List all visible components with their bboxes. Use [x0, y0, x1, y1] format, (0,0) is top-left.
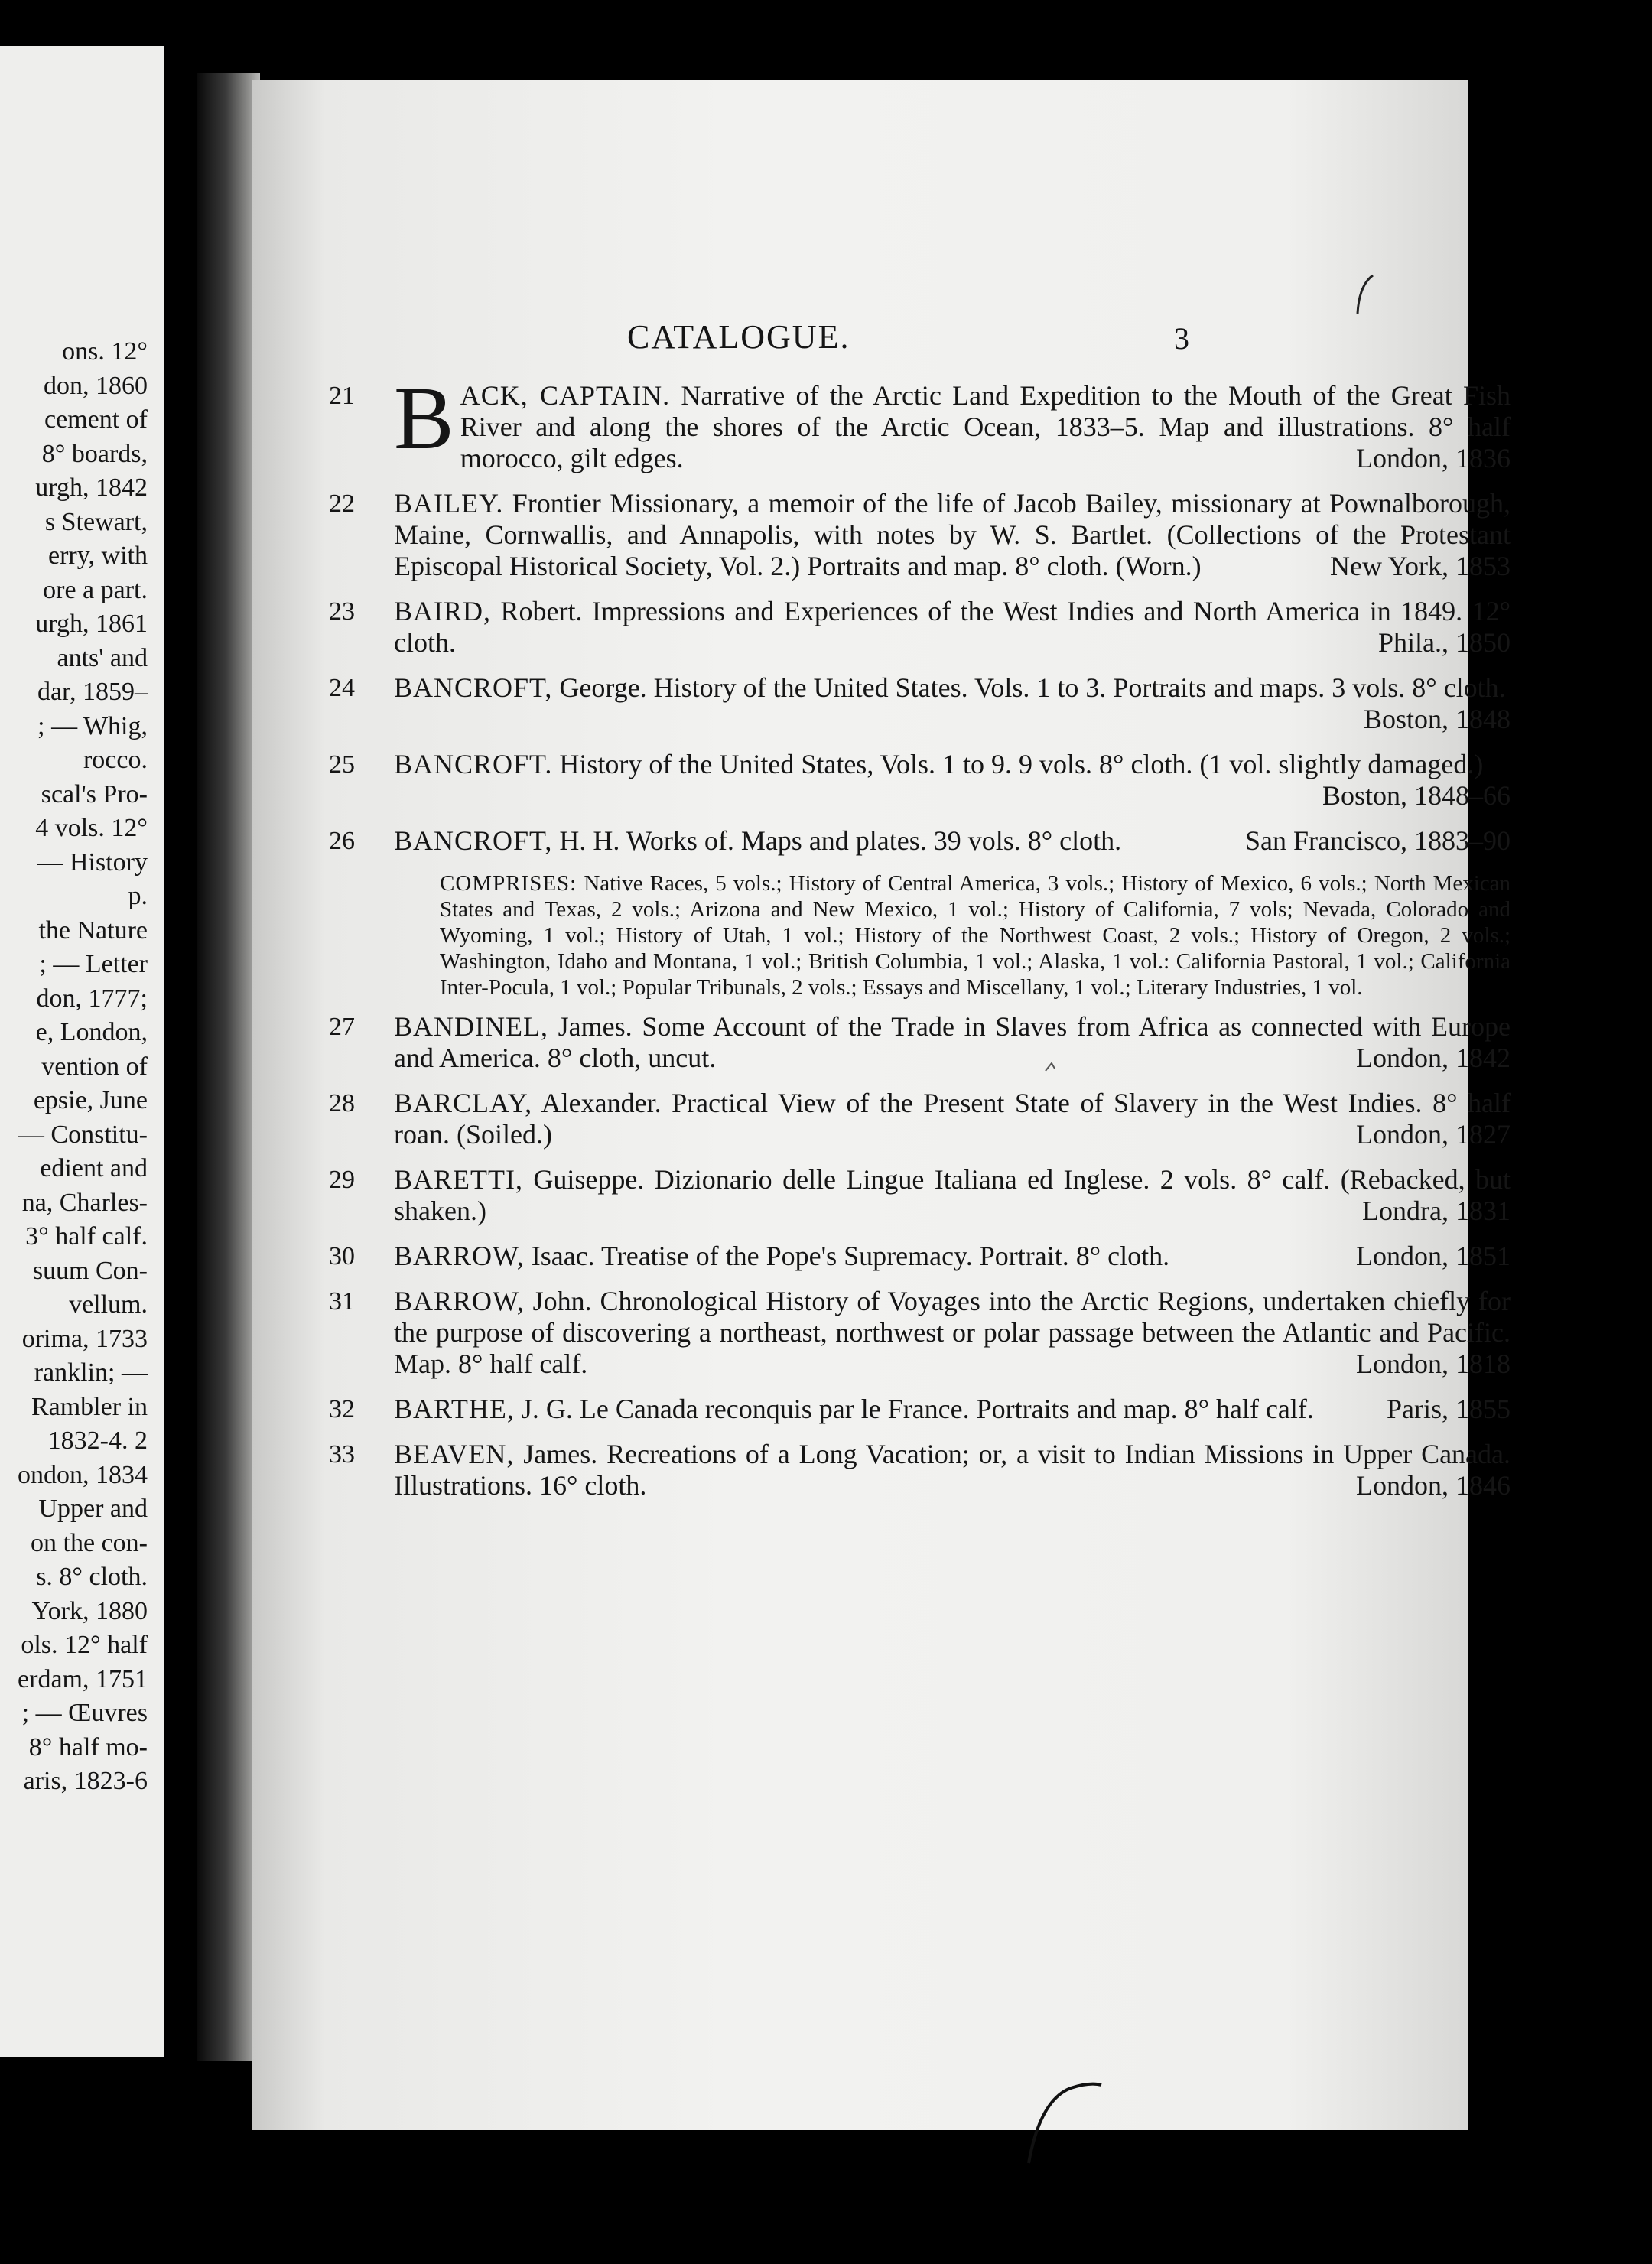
entry-text	[394, 1241, 1511, 1272]
facing-page-line: suum Con-	[32, 1256, 148, 1285]
entry-imprint: Londra, 1831	[1362, 1195, 1511, 1226]
entry-number: 32	[329, 1395, 355, 1423]
entry-author: BARCLAY,	[394, 1088, 533, 1118]
facing-page-line: p.	[128, 882, 148, 910]
facing-page-line: scal's Pro-	[41, 779, 148, 808]
facing-page-line: e, London,	[35, 1018, 148, 1046]
entry-author: BANCROFT.	[394, 749, 553, 779]
facing-page-line: York, 1880	[31, 1596, 148, 1625]
facing-page-line: 4 vols. 12°	[35, 814, 148, 842]
facing-page-line: ; — Œuvres	[21, 1699, 148, 1727]
entry-description: Recreations of a Long Vacation; or, a visit to Indian Missions in Upper Canada. Illustrations. 16° cloth.	[394, 1439, 1511, 1501]
facing-page-line: erdam, 1751	[18, 1664, 148, 1693]
entry-author-name: Robert.	[500, 596, 583, 626]
facing-page-line: ants' and	[57, 643, 148, 672]
entry-description: Narrative of the Arctic Land Expedition to the Mouth of the Great Fish River and along the shores of the Arctic Ocean, 1833–5. Map and illustrations. 8° half morocco, gilt edges.	[460, 380, 1511, 473]
entry-description: Practical View of the Present State of Slavery in the West Indies. 8° half roan. (Soiled.)	[394, 1088, 1511, 1150]
entry-author: BAILEY.	[394, 488, 504, 519]
entry-author-name: John.	[532, 1286, 592, 1316]
entry-description: History of the United States, Vols. 1 to 9. 9 vols. 8° cloth. (1 vol. slightly damaged.)	[559, 749, 1484, 779]
pencil-stroke-top	[1350, 272, 1380, 317]
facing-page-line: vention of	[41, 1052, 148, 1081]
entry-text	[394, 1394, 1511, 1425]
catalogue-entry	[329, 368, 1511, 474]
facing-page-line: ; — Whig,	[37, 711, 148, 740]
entry-imprint: San Francisco, 1883–90	[1245, 825, 1511, 856]
entry-text	[394, 1439, 1511, 1501]
entry-author-name: J. G.	[521, 1394, 573, 1424]
facing-page-line: urgh, 1842	[35, 473, 148, 502]
entry-number: 25	[329, 750, 355, 779]
entry-text	[394, 368, 1511, 474]
catalogue-entry	[329, 1241, 1511, 1272]
catalogue-entry	[329, 749, 1511, 812]
entry-author-name: Alexander.	[541, 1088, 662, 1118]
facing-page-line: — Constitu-	[18, 1120, 148, 1149]
facing-page-line: — History	[37, 847, 148, 877]
facing-page-line: on the con-	[31, 1528, 148, 1557]
entry-imprint: London, 1818	[1356, 1348, 1511, 1379]
catalogue-entry	[329, 1164, 1511, 1227]
facing-page-line: urgh, 1861	[35, 610, 148, 638]
catalogue-entries	[329, 368, 1511, 1515]
facing-page-line: 1832-4. 2	[47, 1426, 148, 1455]
facing-page-line: aris, 1823-6	[23, 1767, 148, 1795]
catalogue-entry	[329, 1286, 1511, 1380]
facing-page-line: rocco.	[83, 746, 148, 774]
entry-author: ACK, CAPTAIN.	[460, 380, 671, 411]
page-number: 3	[1174, 321, 1189, 356]
entry-author-name: George.	[559, 672, 647, 703]
facing-page-line: don, 1860	[44, 371, 148, 400]
entry-imprint: Phila., 1850	[1377, 627, 1511, 658]
entry-number: 26	[329, 827, 355, 855]
facing-page-line: ons. 12°	[62, 337, 148, 366]
entry-author: BANDINEL,	[394, 1011, 548, 1042]
facing-page-line: 8° boards,	[41, 439, 148, 468]
entry-text	[394, 1011, 1511, 1074]
catalogue-page	[252, 80, 1511, 2130]
entry-author: BARETTI,	[394, 1164, 523, 1195]
entry-text	[394, 596, 1511, 659]
entry-number: 28	[329, 1089, 355, 1117]
entry-imprint: Boston, 1848–66	[1322, 780, 1511, 811]
facing-page-line: 8° half mo-	[28, 1732, 148, 1761]
entry-text	[394, 749, 1511, 812]
entry-text	[394, 672, 1511, 735]
entry-description: Impressions and Experiences of the West Indies and North America in 1849. 12° cloth.	[394, 596, 1511, 658]
entry-author-name: James.	[523, 1439, 598, 1469]
facing-page-fragment	[0, 46, 164, 2057]
entry-number: 24	[329, 674, 355, 702]
entry-author: BEAVEN,	[394, 1439, 515, 1469]
catalogue-entry	[329, 1011, 1511, 1074]
facing-page-line: ore a part.	[43, 575, 148, 604]
facing-page-line: dar, 1859–	[37, 678, 148, 706]
entry-number: 21	[329, 382, 355, 410]
facing-page-line: orima, 1733	[21, 1324, 148, 1353]
entry-author: BAIRD,	[394, 596, 492, 626]
catalogue-entry	[329, 488, 1511, 582]
entry-description: Some Account of the Trade in Slaves from Africa as connected with Europe and America. 8° cloth, uncut.	[394, 1011, 1511, 1073]
entry-number: 23	[329, 597, 355, 626]
page-title: CATALOGUE.	[627, 318, 850, 356]
entry-imprint: London, 1842	[1356, 1043, 1511, 1073]
entry-contents-note	[440, 870, 1511, 1000]
book-gutter	[197, 73, 260, 2061]
entry-author-name: Isaac.	[531, 1241, 595, 1271]
facing-page-line: ols. 12° half	[21, 1631, 148, 1659]
entry-description: Chronological History of Voyages into the Arctic Regions, undertaken chiefly for the purpose of discovering a northeast, northwest or polar passage between the Atlantic and Pacific. Map. 8° half calf.	[394, 1286, 1511, 1379]
facing-page-line: 3° half calf.	[25, 1222, 148, 1251]
facing-page-line: s. 8° cloth.	[36, 1563, 148, 1591]
facing-page-line: vellum.	[69, 1290, 148, 1319]
entry-number: 31	[329, 1287, 355, 1316]
entry-number: 33	[329, 1440, 355, 1469]
entry-author: BARTHE,	[394, 1394, 515, 1424]
running-head	[252, 317, 1468, 363]
entry-description: History of the United States. Vols. 1 to 3. Portraits and maps. 3 vols. 8° cloth.	[653, 672, 1506, 703]
pencil-stroke	[1025, 2073, 1109, 2165]
facing-page-line: na, Charles-	[21, 1188, 148, 1217]
catalogue-entry	[329, 825, 1511, 857]
entry-text	[394, 1286, 1511, 1380]
facing-page-line: edient and	[40, 1154, 148, 1182]
entry-description: Works of. Maps and plates. 39 vols. 8° cloth.	[626, 825, 1122, 856]
contents-label: COMPRISES:	[440, 871, 577, 896]
entry-author: BANCROFT,	[394, 825, 553, 856]
entry-author-name: James.	[558, 1011, 633, 1042]
catalogue-entry	[329, 672, 1511, 735]
facing-page-line: epsie, June	[33, 1086, 148, 1114]
entry-author: BANCROFT,	[394, 672, 553, 703]
catalogue-entry	[329, 1394, 1511, 1425]
entry-author: BARROW,	[394, 1286, 525, 1316]
entry-number: 29	[329, 1166, 355, 1194]
facing-page-line: s Stewart,	[44, 507, 148, 536]
drop-cap: B	[394, 368, 454, 468]
facing-page-line: cement of	[44, 405, 148, 434]
entry-text	[394, 825, 1511, 857]
facing-page-line: ondon, 1834	[18, 1460, 148, 1489]
entry-author-name: Guiseppe.	[533, 1164, 645, 1195]
entry-imprint: Paris, 1855	[1387, 1394, 1511, 1424]
entry-text	[394, 1088, 1511, 1150]
facing-page-line: ; — Letter	[39, 950, 148, 978]
facing-page-line: erry, with	[48, 542, 148, 570]
entry-number: 30	[329, 1242, 355, 1270]
entry-text	[394, 488, 1511, 582]
entry-imprint: London, 1851	[1356, 1241, 1511, 1271]
entry-author-name: H. H.	[559, 825, 620, 856]
catalogue-entry	[329, 1088, 1511, 1150]
facing-page-line: ranklin; —	[34, 1358, 148, 1387]
entry-author: BARROW,	[394, 1241, 525, 1271]
entry-description: Frontier Missionary, a memoir of the life of Jacob Bailey, missionary at Pownalborough, Maine, Cornwallis, and Annapolis, with notes by W. S. Bartlet. (Collections of the Protestant Episcopal Historical Society, Vol. 2.) Portraits and map. 8° cloth. (Worn.)	[394, 488, 1511, 581]
entry-description: Treatise of the Pope's Supremacy. Portrait. 8° cloth.	[601, 1241, 1170, 1271]
pencil-mark	[1044, 1059, 1067, 1075]
contents-text: Native Races, 5 vols.; History of Central America, 3 vols.; History of Mexico, 6 vols.; North Mexican States and Texas, 2 vols.; Arizona and New Mexico, 1 vol.; History of California, 7 vols; Nevada, Colorado and Wyoming, 1 vol.; History of Utah, 1 vol.; History of the Northwest Coast, 2 vols.; History of Oregon, 2 vols.; Washington, Idaho and Montana, 1 vol.; British Columbia, 1 vol.; Alaska, 1 vol.: California Pastoral, 1 vol.; California Inter-Pocula, 1 vol.; Popular Tribunals, 2 vols.; Essays and Miscellany, 1 vol.; Literary Industries, 1 vol.	[440, 871, 1511, 1000]
entry-imprint: London, 1846	[1356, 1470, 1511, 1501]
facing-page-line: Rambler in	[31, 1392, 148, 1421]
entry-description: Dizionario delle Lingue Italiana ed Inglese. 2 vols. 8° calf. (Rebacked, but shaken.)	[394, 1164, 1511, 1226]
catalogue-entry	[329, 596, 1511, 659]
entry-text	[394, 1164, 1511, 1227]
entry-number: 22	[329, 490, 355, 518]
facing-page-line: the Nature	[38, 916, 148, 945]
entry-imprint: Boston, 1848	[1363, 704, 1511, 734]
facing-page-line: Upper and	[38, 1495, 148, 1523]
entry-number: 27	[329, 1013, 355, 1041]
entry-imprint: London, 1827	[1356, 1119, 1511, 1150]
entry-imprint: New York, 1853	[1329, 551, 1511, 581]
entry-imprint: London, 1836	[1356, 443, 1511, 473]
catalogue-entry	[329, 1439, 1511, 1501]
entry-description: Le Canada reconquis par le France. Portraits and map. 8° half calf.	[579, 1394, 1314, 1424]
facing-page-line: don, 1777;	[36, 984, 148, 1013]
